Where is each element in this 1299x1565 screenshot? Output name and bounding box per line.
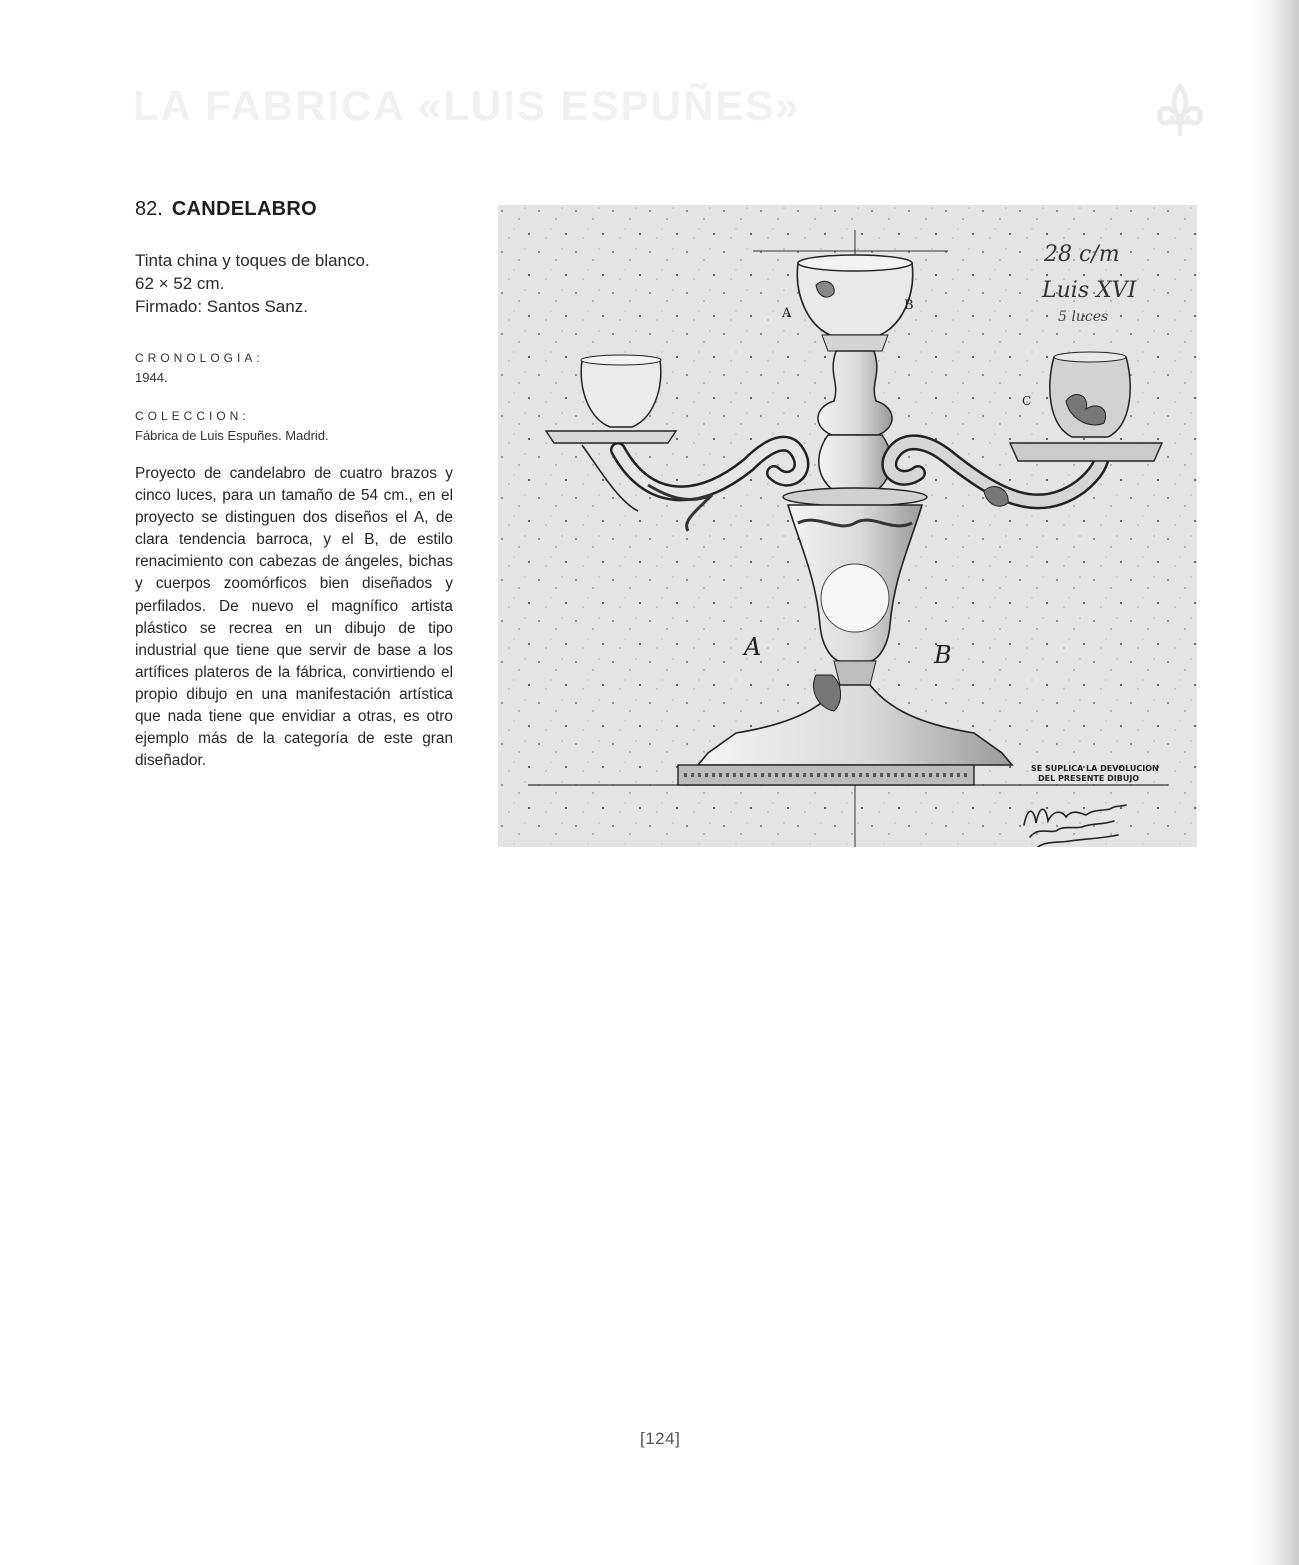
candelabrum-drawing [498, 205, 1197, 847]
note-size: 28 c/m [1044, 242, 1120, 267]
note-lights: 5 luces [1058, 309, 1109, 325]
label-a-body: A [744, 633, 762, 661]
dimensions: 62 × 52 cm. [135, 274, 225, 293]
technique: Tinta china y toques de blanco. [135, 251, 370, 270]
description-text: Proyecto de candelabro de cuatro brazos y cinco luces, para un tamaño de 54 cm., en el proyecto se distinguen dos diseños el A, de clara tendencia barroca, y el B, de estilo renacimiento con cabezas de ángeles, bichas y cuerpos zoomórficos bien diseñados y perfilados. De nuevo el magnífico artista plástico se recrea en un dibujo de tipo industrial que tiene que servir de base a los artífices plateros de la fábrica, convirtiendo el propio dibujo en una manifestación artística que nada tiene que envidiar a otras, es otro ejemplo más de la categoría de este gran diseñador. [135, 465, 453, 770]
note-style: Luis XVI [1042, 278, 1137, 303]
running-header: LA FABRICA «LUIS ESPUÑES» [133, 82, 801, 129]
label-a-top: A [782, 306, 792, 321]
stamp-line-2: DEL PRESENTE DIBUJO [1038, 774, 1140, 783]
label-b-top: B [904, 298, 914, 313]
entry-name: CANDELABRO [171, 198, 318, 220]
signature-credit: Firmado: Santos Sanz. [135, 297, 308, 316]
chronology-value: 1944. [135, 370, 168, 385]
chronology-label: CRONOLOGIA: [135, 351, 264, 365]
entry-number: 82. [135, 198, 163, 220]
stamp-line-1: SE SUPLICA LA DEVOLUCION [1031, 764, 1159, 773]
page-edge-shadow [1251, 0, 1299, 1565]
label-b-body: B [934, 641, 952, 669]
page-number: [124] [640, 1429, 681, 1448]
entry-specs [135, 249, 370, 318]
collection-value: Fábrica de Luis Espuñes. Madrid. [135, 428, 329, 443]
entry-title [135, 198, 317, 221]
collection-label: COLECCION: [135, 409, 250, 423]
fleur-de-lis-icon [1150, 78, 1210, 138]
label-c: C [1022, 394, 1032, 408]
